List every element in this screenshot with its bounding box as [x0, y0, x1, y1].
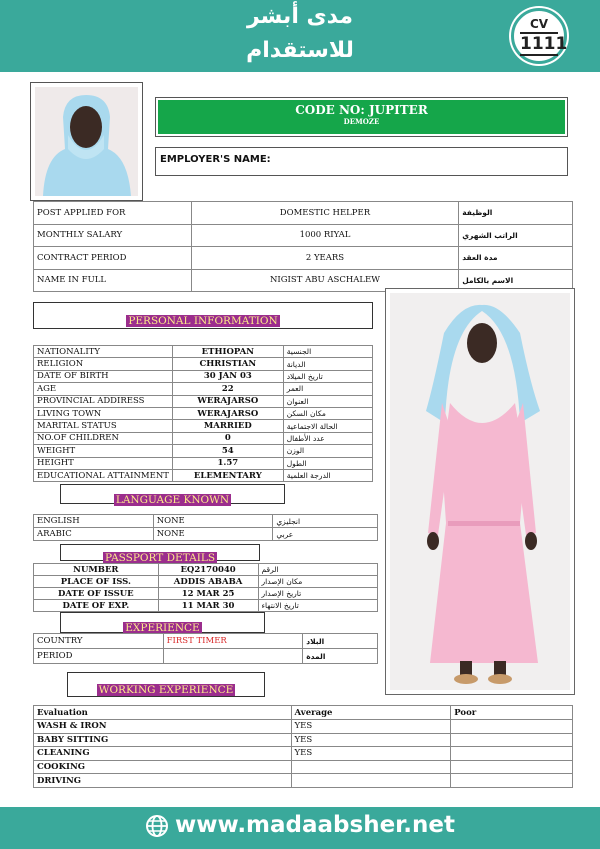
portrait-image [35, 87, 138, 196]
work-rows-average: YES [291, 747, 451, 761]
passport-rows-row [34, 564, 378, 576]
passport-rows-arabic: تاريخ الإصدار [258, 588, 378, 600]
personal-rows-arabic: تاريخ الميلاد [283, 370, 372, 382]
portrait-photo [30, 82, 143, 201]
work-rows-poor [451, 733, 573, 747]
passport-rows-row [34, 588, 378, 600]
passport-rows-row [34, 600, 378, 612]
personal-rows-value: 54 [172, 445, 283, 457]
language-table [33, 514, 378, 541]
work-rows-poor [451, 760, 573, 774]
brand-tagline: للاستقدام [246, 38, 354, 63]
personal-rows-arabic: الوزن [283, 445, 372, 457]
personal-rows-label: EDUCATIONAL ATTAINMENT [34, 469, 173, 481]
working-experience-table [33, 705, 573, 788]
job-rows-arabic: الاسم بالكامل [459, 269, 573, 292]
passport-rows-arabic: الرقم [258, 564, 378, 576]
passport-title: PASSPORT DETAILS [60, 544, 260, 561]
work-header-avg: Average [291, 706, 451, 720]
employer-name-field [155, 147, 568, 176]
cv-number: 1111 [520, 34, 568, 54]
code-subtitle: DEMOZE [343, 117, 380, 126]
portrait-illustration [35, 87, 138, 196]
personal-rows-arabic: الحالة الاجتماعية [283, 420, 372, 432]
globe-icon [145, 814, 169, 838]
personal-rows-arabic: الجنسية [283, 346, 372, 358]
experience-rows-arabic: المدة [303, 649, 378, 664]
passport-rows-value: 12 MAR 25 [158, 588, 258, 600]
personal-rows-value: 22 [172, 383, 283, 395]
personal-rows-value: 30 JAN 03 [172, 370, 283, 382]
job-rows-label: MONTHLY SALARY [34, 224, 192, 247]
code-title: CODE NO: JUPITER [295, 103, 428, 117]
experience-rows-row [34, 634, 378, 649]
experience-rows-arabic: البلاد [303, 634, 378, 649]
full-body-photo [385, 288, 575, 695]
passport-rows-row [34, 576, 378, 588]
personal-rows-label: LIVING TOWN [34, 407, 173, 419]
brand-name: مدى أبشر [246, 4, 354, 29]
work-rows-label: DRIVING [34, 774, 292, 788]
passport-rows-label: PLACE OF ISS. [34, 576, 159, 588]
website-url[interactable]: www.madaabsher.net [175, 812, 455, 838]
passport-rows-value: 11 MAR 30 [158, 600, 258, 612]
personal-info-table [33, 345, 373, 482]
language-rows-value: NONE [153, 515, 273, 528]
experience-rows-value [163, 649, 303, 664]
personal-rows-label: DATE OF BIRTH [34, 370, 173, 382]
experience-table [33, 633, 378, 664]
personal-rows-label: NO.OF CHILDREN [34, 432, 173, 444]
passport-rows-value: EQ2170040 [158, 564, 258, 576]
job-rows-value: 2 YEARS [191, 247, 458, 270]
personal-rows-row [34, 407, 373, 419]
language-rows-label: ENGLISH [34, 515, 154, 528]
work-rows-average: YES [291, 733, 451, 747]
personal-rows-label: HEIGHT [34, 457, 173, 469]
work-rows-row [34, 720, 573, 734]
personal-rows-label: WEIGHT [34, 445, 173, 457]
experience-rows-label: COUNTRY [34, 634, 164, 649]
work-rows-average [291, 774, 451, 788]
language-rows-row [34, 515, 378, 528]
passport-rows-value: ADDIS ABABA [158, 576, 258, 588]
personal-rows-row [34, 370, 373, 382]
job-rows-label: POST APPLIED FOR [34, 202, 192, 225]
language-rows-value: NONE [153, 528, 273, 541]
language-rows-row [34, 528, 378, 541]
job-rows-row [34, 202, 573, 225]
full-body-image [390, 293, 570, 690]
footer-website[interactable] [0, 812, 600, 838]
experience-rows-label: PERIOD [34, 649, 164, 664]
personal-rows-label: RELIGION [34, 358, 173, 370]
personal-rows-arabic: العنوان [283, 395, 372, 407]
work-rows-poor [451, 747, 573, 761]
job-rows-arabic: الراتب الشهري [459, 224, 573, 247]
passport-rows-label: DATE OF ISSUE [34, 588, 159, 600]
language-rows-arabic: عربي [273, 528, 378, 541]
experience-rows-row [34, 649, 378, 664]
experience-rows-value: FIRST TIMER [163, 634, 303, 649]
personal-rows-row [34, 346, 373, 358]
personal-rows-label: NATIONALITY [34, 346, 173, 358]
cv-badge [511, 8, 567, 64]
job-rows-value: 1000 RIYAL [191, 224, 458, 247]
job-rows-value: DOMESTIC HELPER [191, 202, 458, 225]
language-rows-label: ARABIC [34, 528, 154, 541]
work-rows-row [34, 774, 573, 788]
work-rows-label: WASH & IRON [34, 720, 292, 734]
work-rows-row [34, 747, 573, 761]
personal-rows-arabic: عدد الأطفال [283, 432, 372, 444]
work-rows-row [34, 760, 573, 774]
personal-rows-row [34, 383, 373, 395]
personal-rows-arabic: الديانة [283, 358, 372, 370]
personal-rows-value: ETHIOPAN [172, 346, 283, 358]
job-rows-label: CONTRACT PERIOD [34, 247, 192, 270]
passport-rows-label: NUMBER [34, 564, 159, 576]
language-title: LANGUAGE KNOWN [60, 484, 285, 504]
job-rows-arabic: مدة العقد [459, 247, 573, 270]
personal-rows-row [34, 469, 373, 481]
personal-rows-row [34, 432, 373, 444]
job-rows-row [34, 224, 573, 247]
personal-rows-value: WERAJARSO [172, 395, 283, 407]
work-header-poor: Poor [451, 706, 573, 720]
personal-rows-value: CHRISTIAN [172, 358, 283, 370]
personal-info-title: PERSONAL INFORMATION [33, 302, 373, 329]
work-rows-label: BABY SITTING [34, 733, 292, 747]
personal-rows-value: WERAJARSO [172, 407, 283, 419]
experience-title: EXPERIENCE [60, 612, 265, 633]
work-rows-poor [451, 720, 573, 734]
employer-label: EMPLOYER'S NAME: [160, 154, 271, 165]
personal-rows-row [34, 395, 373, 407]
personal-rows-row [34, 457, 373, 469]
job-rows-arabic: الوظيفة [459, 202, 573, 225]
work-rows-average: YES [291, 720, 451, 734]
full-body-illustration [390, 293, 570, 690]
personal-rows-row [34, 445, 373, 457]
work-header-eval: Evaluation [34, 706, 292, 720]
work-header-row [34, 706, 573, 720]
personal-rows-value: 1.57 [172, 457, 283, 469]
personal-rows-label: MARITAL STATUS [34, 420, 173, 432]
language-rows-arabic: انجليزي [273, 515, 378, 528]
personal-rows-label: PROVINCIAL ADDIRESS [34, 395, 173, 407]
passport-rows-arabic: مكان الإصدار [258, 576, 378, 588]
work-rows-average [291, 760, 451, 774]
job-rows-value: NIGIST ABU ASCHALEW [191, 269, 458, 292]
personal-rows-arabic: الدرجة العلمية [283, 469, 372, 481]
work-rows-row [34, 733, 573, 747]
cv-label: CV [529, 17, 549, 31]
working-experience-title: WORKING EXPERIENCE [67, 672, 265, 697]
work-rows-poor [451, 774, 573, 788]
personal-rows-value: ELEMENTARY [172, 469, 283, 481]
personal-rows-arabic: مكان السكن [283, 407, 372, 419]
job-rows-row [34, 247, 573, 270]
personal-rows-row [34, 358, 373, 370]
job-rows-label: NAME IN FULL [34, 269, 192, 292]
personal-rows-label: AGE [34, 383, 173, 395]
work-rows-label: COOKING [34, 760, 292, 774]
code-box [155, 97, 568, 137]
passport-rows-arabic: تاريخ الانتهاء [258, 600, 378, 612]
work-rows-label: CLEANING [34, 747, 292, 761]
personal-rows-arabic: العمر [283, 383, 372, 395]
personal-rows-row [34, 420, 373, 432]
job-table [33, 201, 573, 292]
personal-rows-value: MARRIED [172, 420, 283, 432]
personal-rows-arabic: الطول [283, 457, 372, 469]
passport-table [33, 563, 378, 612]
personal-rows-value: 0 [172, 432, 283, 444]
passport-rows-label: DATE OF EXP. [34, 600, 159, 612]
